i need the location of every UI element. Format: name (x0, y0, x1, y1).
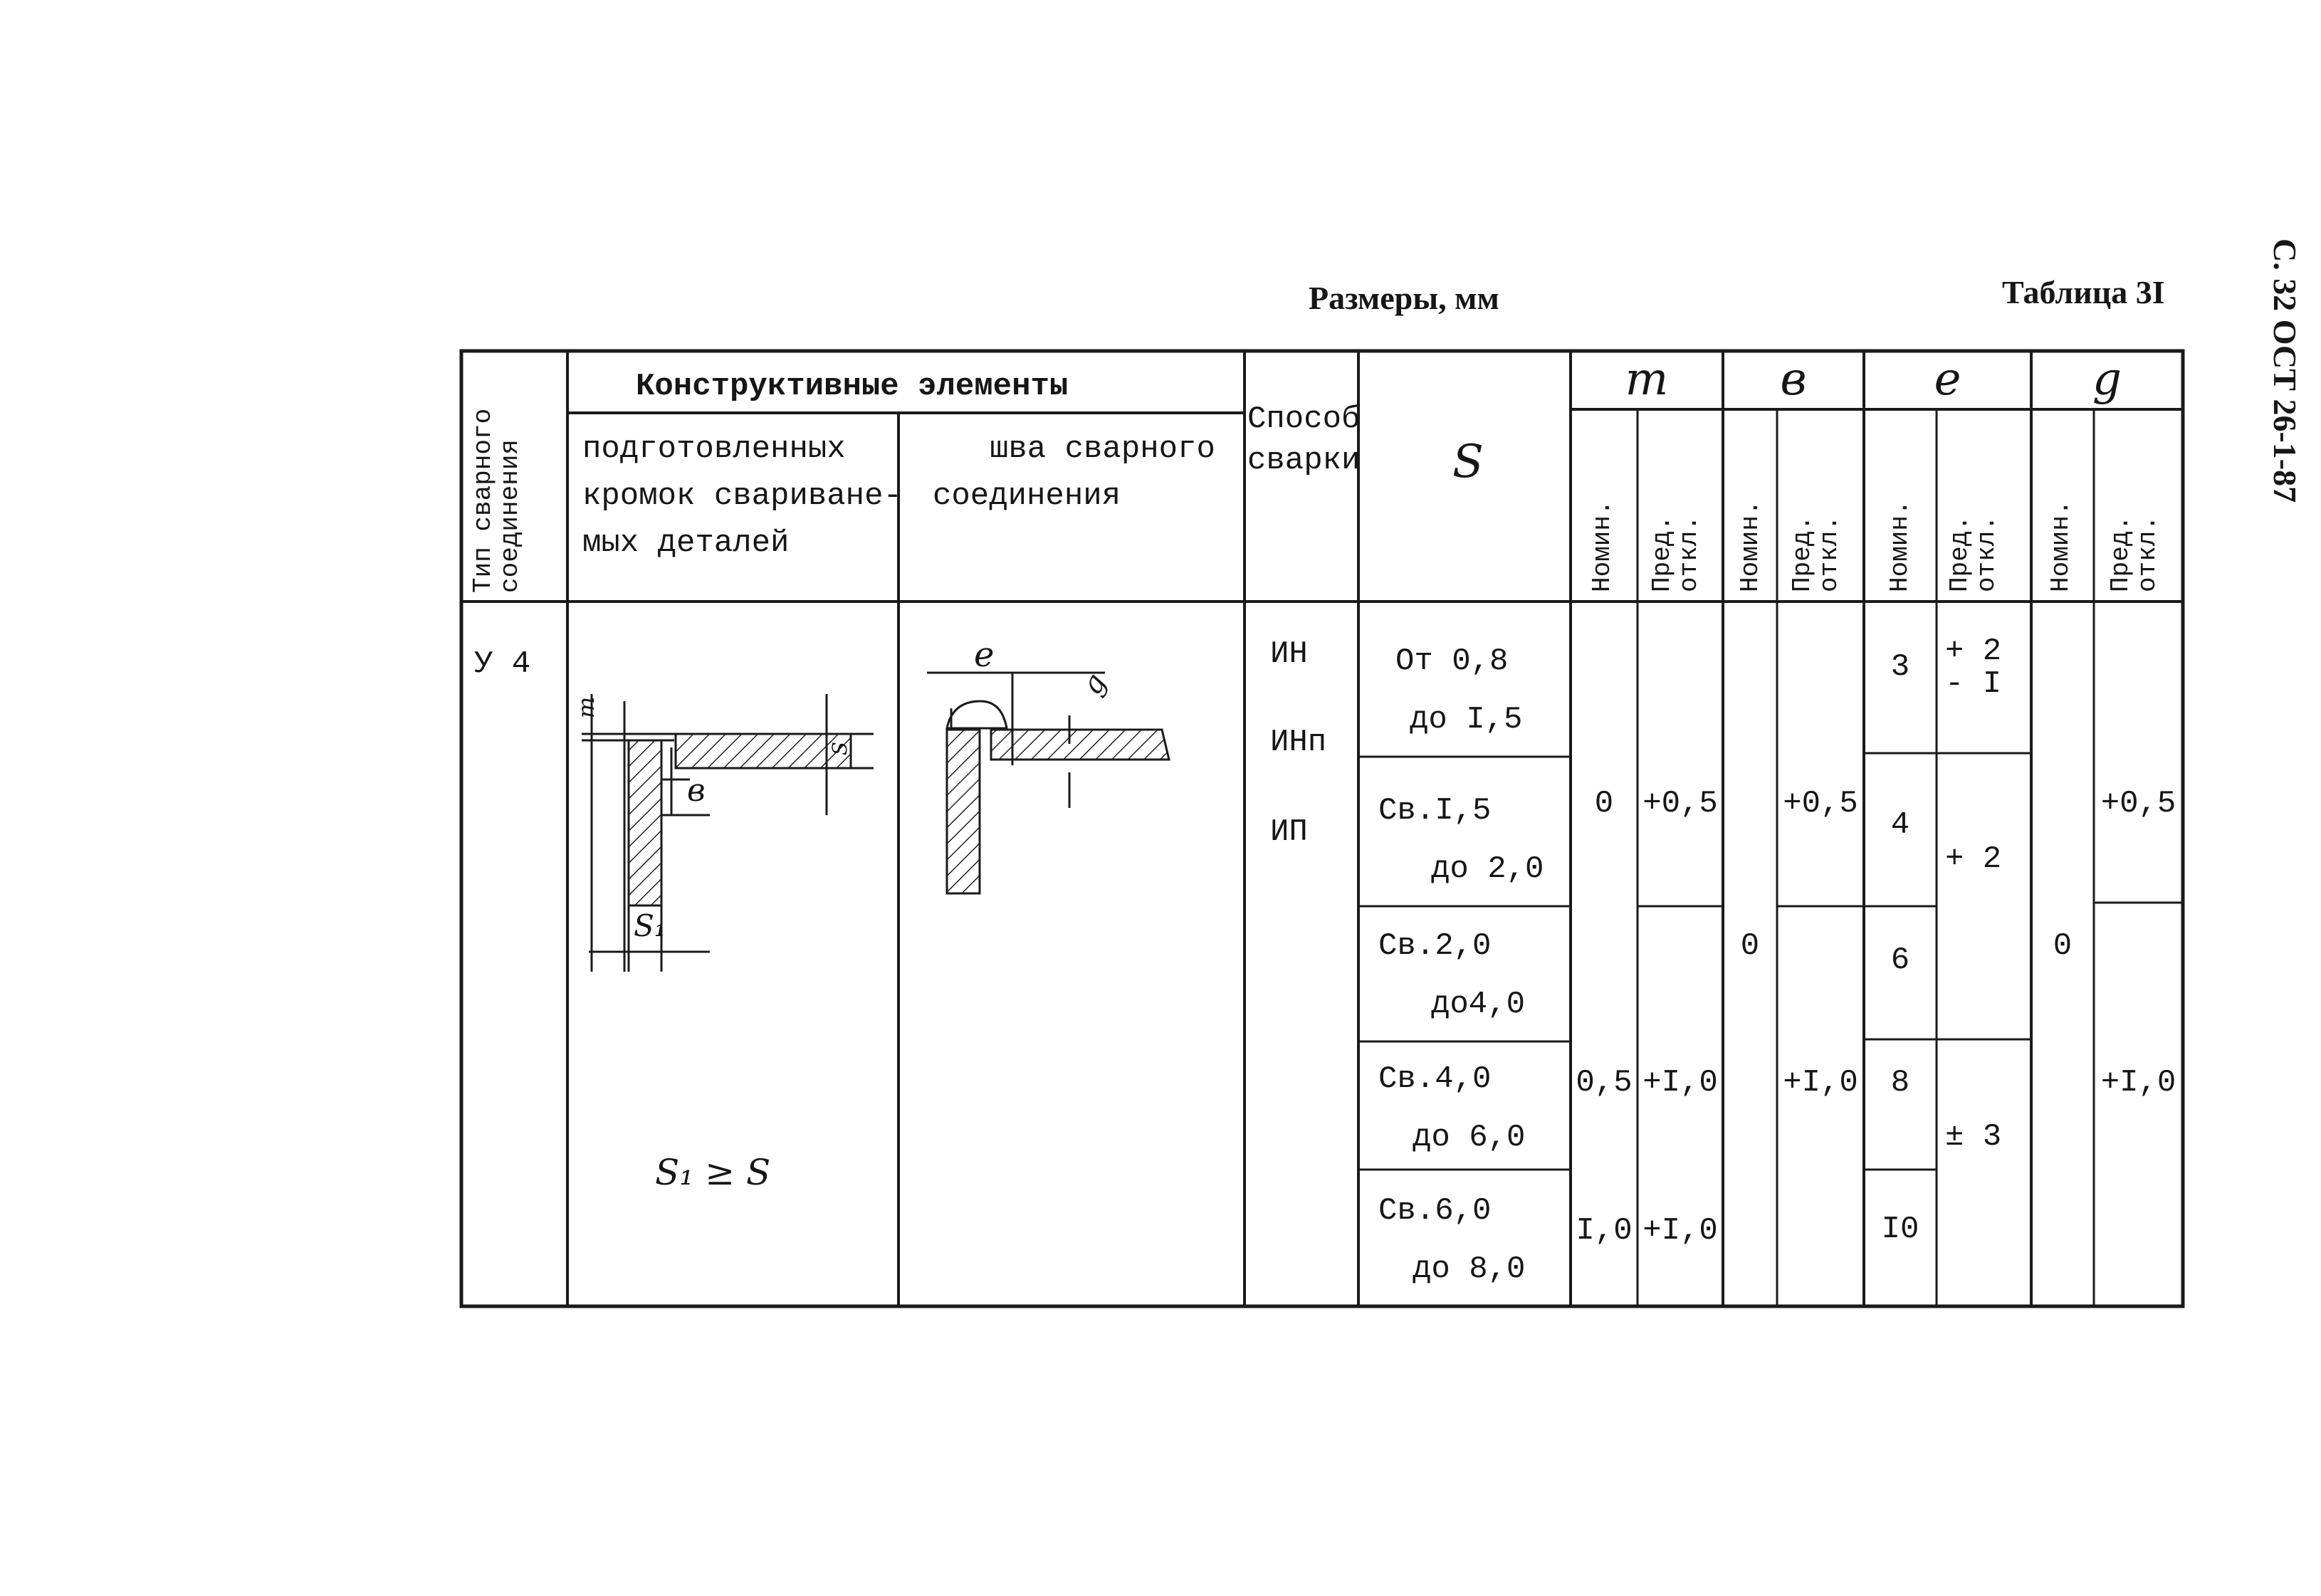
table-number: Таблица 3I (2002, 274, 2165, 310)
sketch-label-b: в (687, 772, 706, 809)
m-tol-value: +0,5 (1642, 786, 1718, 821)
g-nom-header: Номин. (2046, 500, 2075, 592)
welding-method-header: Способ сварки (1247, 401, 1361, 478)
sketch-label-s1: S₁ (634, 908, 666, 943)
s-column-header: S (1452, 436, 1484, 488)
prepared-edges-header: подготовленных кромок свариване- мых деталей (582, 431, 902, 561)
m-tol-header: Пред. откл. (1647, 515, 1704, 592)
s-range-3: Св.2,0 до4,0 (1378, 928, 1526, 1022)
m-nom-header: Номин. (1588, 500, 1617, 592)
sketch-label-g: g (1075, 668, 1114, 700)
joint-type-header: Тип сварного соединения (468, 408, 525, 593)
param-e-header: e (1934, 353, 1961, 406)
m-tol-value: +I,0 (1642, 1065, 1718, 1101)
weld-seam-sketch (898, 602, 1245, 1306)
param-b-header: в (1780, 353, 1807, 406)
e-nom-value: I0 (1881, 1212, 1919, 1247)
e-tol-header: Пред. откл. (1945, 515, 2001, 592)
e-nom-value: 4 (1890, 807, 1910, 843)
s-range-1: От 0,8 до I,5 (1395, 644, 1523, 737)
param-m-header: m (1625, 353, 1669, 406)
m-nom-value: 0,5 (1576, 1065, 1633, 1101)
structural-elements-header: Конструктивные элементы (636, 369, 1069, 404)
e-tol-value: + 2 (1945, 841, 2002, 877)
sketch-label-m: m (572, 696, 600, 719)
s-range-5: Св.6,0 до 8,0 (1378, 1193, 1526, 1287)
s-range-2: Св.I,5 до 2,0 (1378, 793, 1544, 887)
thickness-formula: S₁ ≥ S (655, 1152, 771, 1193)
g-nom-value: 0 (2053, 928, 2073, 964)
e-tol-value: + 2 - I (1945, 634, 2002, 702)
b-nom-value: 0 (1740, 928, 1760, 964)
e-nom-value: 3 (1890, 649, 1910, 685)
g-tol-value: +I,0 (2100, 1065, 2176, 1101)
b-nom-header: Номин. (1736, 500, 1765, 592)
sketch-label-s: S (828, 741, 852, 756)
s-range-4: Св.4,0 до 6,0 (1378, 1061, 1526, 1155)
weld-seam-header: шва сварного соединения (933, 431, 1215, 514)
side-header: С. 32 ОСТ 26-1-87 (2267, 238, 2303, 503)
m-nom-value: 0 (1594, 786, 1614, 821)
e-nom-value: 8 (1890, 1065, 1910, 1101)
welding-method-in: ИН (1270, 636, 1308, 672)
b-tol-value: +I,0 (1783, 1065, 1858, 1101)
welding-method-ip: ИП (1270, 814, 1308, 850)
g-tol-header: Пред. откл. (2106, 515, 2162, 592)
e-nom-header: Номин. (1885, 500, 1914, 592)
sketch-label-e: e (974, 635, 995, 675)
prepared-edges-sketch (567, 602, 898, 1306)
welding-method-inp: ИНп (1270, 725, 1327, 760)
m-nom-value: I,0 (1576, 1213, 1633, 1249)
b-tol-header: Пред. откл. (1788, 515, 1844, 592)
m-tol-value: +I,0 (1642, 1213, 1718, 1249)
joint-code: У 4 (474, 646, 531, 682)
b-tol-value: +0,5 (1783, 786, 1858, 821)
e-nom-value: 6 (1890, 943, 1910, 978)
g-tol-value: +0,5 (2100, 786, 2176, 821)
units-label: Размеры, мм (1309, 280, 1499, 316)
e-tol-value: ± 3 (1945, 1119, 2002, 1155)
param-g-header: g (2092, 353, 2122, 406)
